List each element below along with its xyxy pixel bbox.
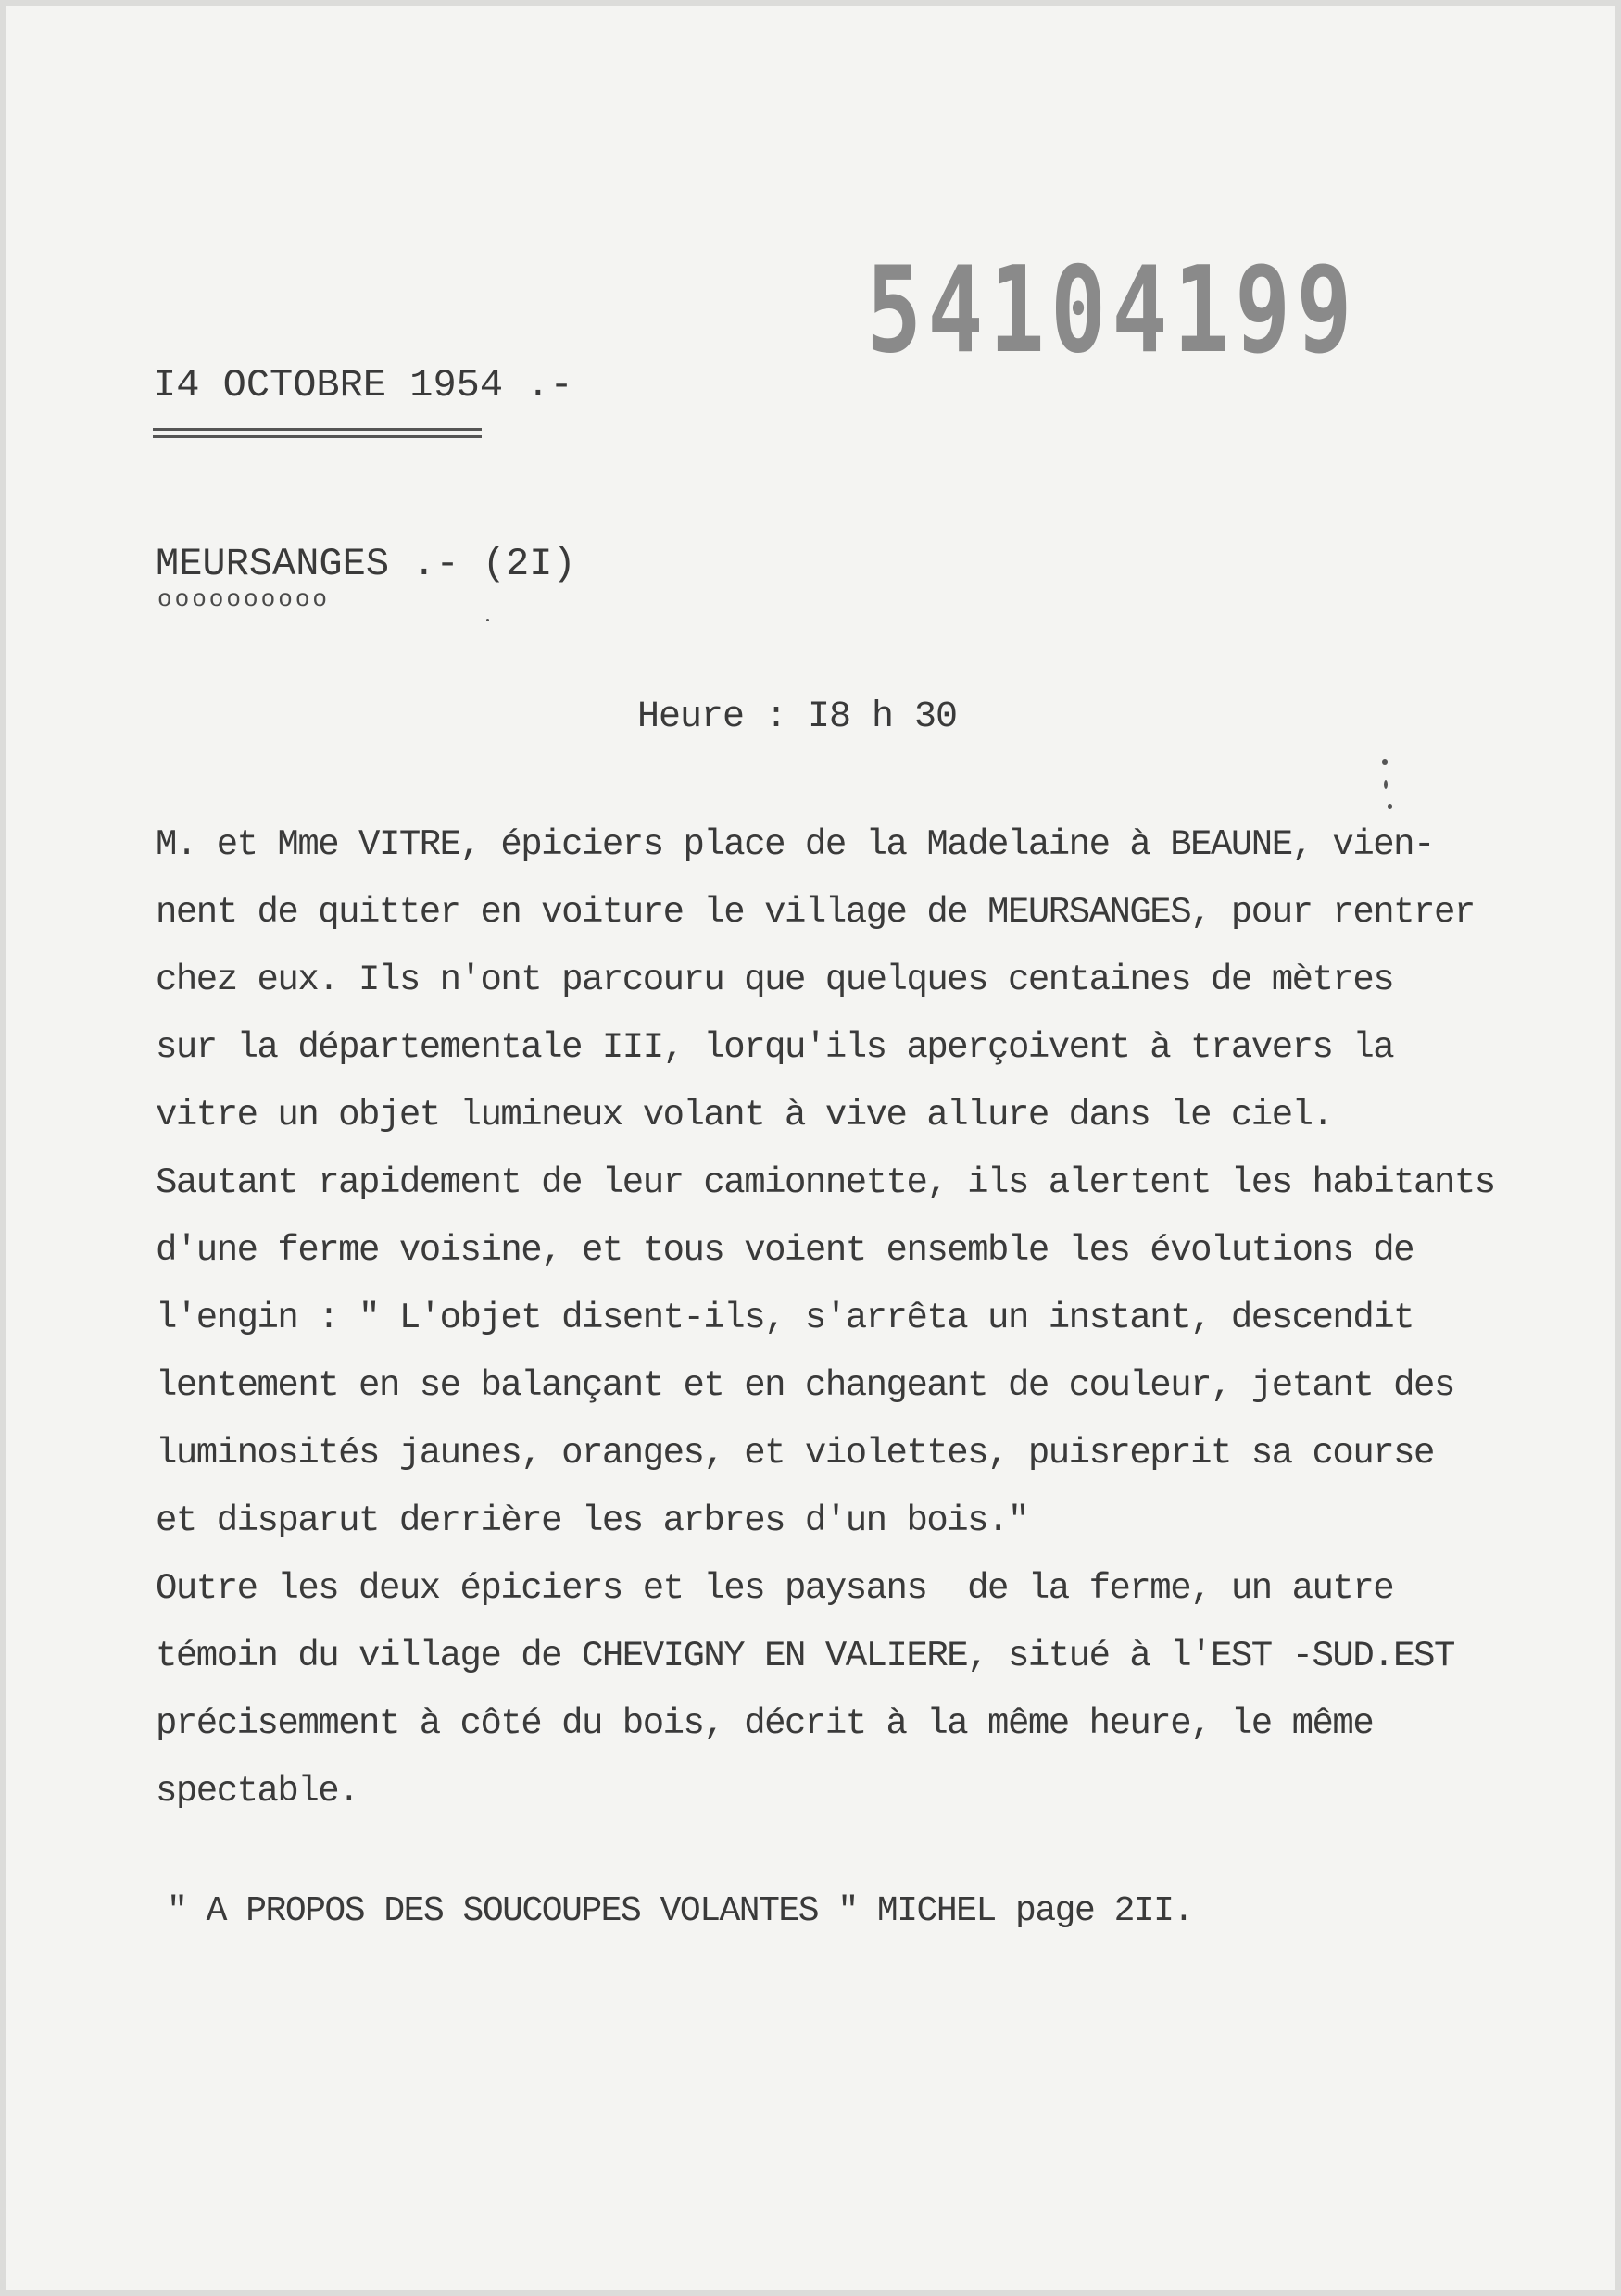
body-line: lentement en se balançant et en changeant de couleur, jetant des <box>156 1365 1454 1406</box>
body-line: l'engin : " L'objet disent-ils, s'arrêta un instant, descendit <box>156 1298 1414 1338</box>
body-line: et disparut derrière les arbres d'un bois." <box>156 1500 1028 1541</box>
body-line: vitre un objet lumineux volant à vive allure dans le ciel. <box>156 1095 1333 1135</box>
report-place: MEURSANGES .- (2I) <box>156 542 576 586</box>
body-line: précisemment à côté du bois, décrit à la même heure, le même <box>156 1703 1374 1744</box>
ink-speck <box>1382 759 1388 765</box>
report-time: Heure : I8 h 30 <box>637 696 958 738</box>
body-line: nent de quitter en voiture le village de MEURSANGES, pour rentrer <box>156 892 1475 933</box>
body-line: spectable. <box>156 1771 359 1812</box>
date-double-underline <box>153 428 482 438</box>
body-line: d'une ferme voisine, et tous voient ensemble les évolutions de <box>156 1230 1414 1271</box>
place-underline: oooooooooo <box>157 585 331 613</box>
body-line: luminosités jaunes, oranges, et violettes, puisreprit sa course <box>156 1433 1434 1474</box>
body-line: témoin du village de CHEVIGNY EN VALIERE, situé à l'EST -SUD.EST <box>156 1636 1454 1676</box>
report-date: I4 OCTOBRE 1954 .- <box>153 363 573 408</box>
body-line: Outre les deux épiciers et les paysans de la ferme, un autre <box>156 1568 1394 1609</box>
source-reference: " A PROPOS DES SOUCOUPES VOLANTES " MICHEL page 2II. <box>167 1891 1193 1931</box>
archive-number-stamp: 54104199 <box>866 242 1358 380</box>
ink-speck <box>486 619 489 621</box>
ink-speck <box>1388 804 1392 809</box>
body-line: Sautant rapidement de leur camionnette, ils alertent les habitants <box>156 1162 1495 1203</box>
ink-speck <box>1384 780 1388 789</box>
body-line: chez eux. Ils n'ont parcouru que quelques centaines de mètres <box>156 960 1394 1000</box>
body-line: M. et Mme VITRE, épiciers place de la Madelaine à BEAUNE, vien- <box>156 824 1434 865</box>
body-line: sur la départementale III, lorqu'ils aperçoivent à travers la <box>156 1027 1394 1068</box>
